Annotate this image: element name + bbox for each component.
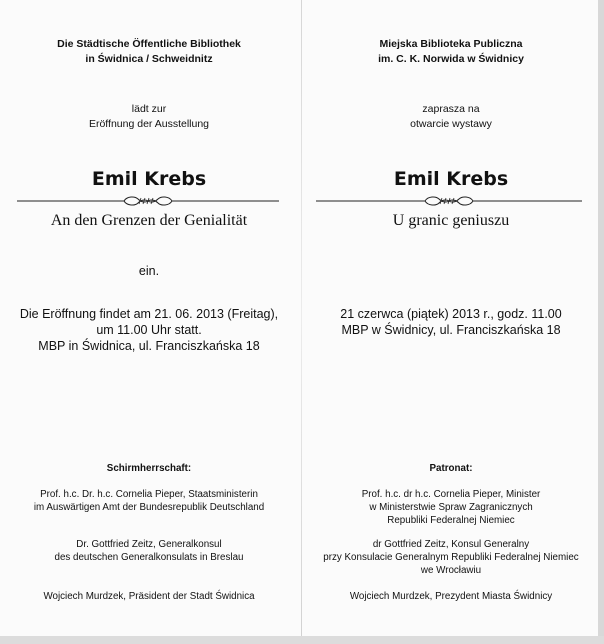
scan-edge-bottom <box>0 636 604 644</box>
patron-heading: Schirmherrschaft: <box>106 463 192 474</box>
patron1-line3: Republiki Federalnej Niemiec <box>387 515 515 526</box>
invite-line1: lädt zur <box>131 103 167 115</box>
library-name-line2: in Świdnica / Schweidnitz <box>85 53 213 65</box>
patron-heading: Patronat: <box>429 463 473 474</box>
patron2-line2: des deutschen Generalkonsulats in Breslau <box>54 552 244 563</box>
invite-line1: zaprasza na <box>422 103 480 115</box>
exhibition-title: U granic geniuszu <box>392 212 510 229</box>
event-line1: 21 czerwca (piątek) 2013 r., godz. 11.00 <box>340 307 562 321</box>
patron1-line2: w Ministerstwie Spraw Zagranicznych <box>369 502 533 513</box>
patron1-line2: im Auswärtigen Amt der Bundesrepublik Deutschland <box>33 502 265 513</box>
event-line2: um 11.00 Uhr statt. <box>96 323 202 337</box>
patron3-line1: Wojciech Murdzek, Prezydent Miasta Świdnicy <box>349 591 553 602</box>
library-name-line2: im. C. K. Norwida w Świdnicy <box>378 53 524 65</box>
german-panel <box>0 0 298 636</box>
invite-line2: Eröffnung der Ausstellung <box>88 118 210 130</box>
event-line3: MBP in Świdnica, ul. Franciszkańska 18 <box>38 339 260 353</box>
patron2-line1: Dr. Gottfried Zeitz, Generalkonsul <box>76 539 222 550</box>
library-name-line1: Miejska Biblioteka Publiczna <box>379 38 523 50</box>
library-name-line1: Die Städtische Öffentliche Bibliothek <box>57 38 241 50</box>
event-line1: Die Eröffnung findet am 21. 06. 2013 (Freitag), <box>19 307 279 321</box>
patron2-line3: we Wrocławiu <box>420 565 482 576</box>
patron1-line1: Prof. h.c. dr h.c. Cornelia Pieper, Minister <box>361 489 541 500</box>
patron2-line2: przy Konsulacie Generalnym Republiki Federalnej Niemiec <box>323 552 579 563</box>
invite-line2: otwarcie wystawy <box>410 118 492 130</box>
patron1-line1: Prof. h.c. Dr. h.c. Cornelia Pieper, Staatsministerin <box>40 489 258 500</box>
ornament-divider-icon <box>316 194 582 208</box>
event-line2: MBP w Świdnicy, ul. Franciszkańska 18 <box>341 323 561 337</box>
patron3-line1: Wojciech Murdzek, Präsident der Stadt Świdnica <box>43 591 255 602</box>
ein-text: ein. <box>138 264 160 278</box>
exhibition-name: Emil Krebs <box>393 168 509 190</box>
polish-panel <box>302 0 600 636</box>
exhibition-name: Emil Krebs <box>91 168 207 190</box>
exhibition-title: An den Grenzen der Genialität <box>50 212 248 229</box>
ornament-divider-icon <box>17 194 279 208</box>
patron2-line1: dr Gottfried Zeitz, Konsul Generalny <box>372 539 530 550</box>
